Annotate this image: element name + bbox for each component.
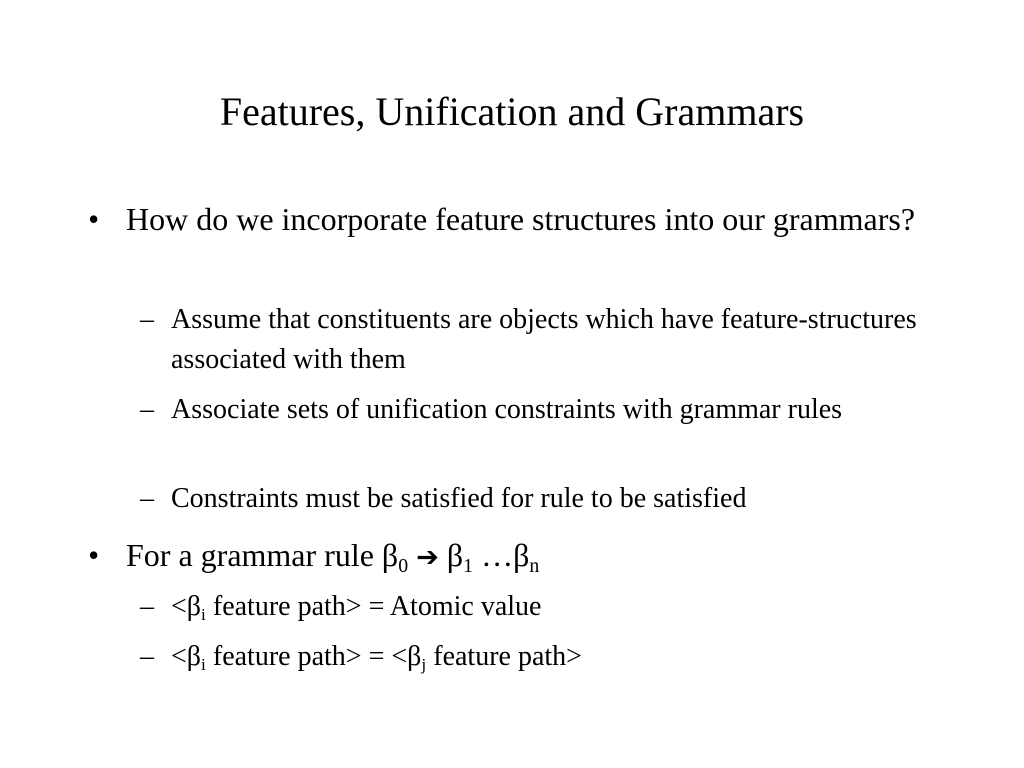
subscript-j: j — [421, 655, 427, 675]
dash-marker: – — [140, 641, 154, 672]
bullet-item-2 — [88, 532, 948, 581]
bullet-marker: • — [88, 201, 100, 237]
arrow-right-icon: ➔ — [416, 542, 439, 573]
beta-symbol: β — [186, 641, 202, 672]
bullet-item-1 — [88, 196, 948, 242]
sub-bullet-1-2 — [140, 390, 940, 430]
subscript-i: i — [201, 605, 206, 625]
dash-marker: – — [140, 483, 154, 514]
angle-open: < — [171, 591, 187, 622]
sub-bullet-text-1-1: Assume that constituents are objects which have feature-structures associated with them — [171, 304, 917, 375]
slide-title: Features, Unification and Grammars — [219, 89, 805, 134]
sub-bullet-1-1 — [140, 300, 940, 380]
constraint-rest: feature path> — [426, 641, 582, 672]
beta-symbol: β — [381, 537, 399, 573]
beta-symbol: β — [446, 537, 464, 573]
sub-bullet-text-1-2: Associate sets of unification constraints with grammar rules — [171, 394, 843, 425]
sub-bullet-2-1 — [140, 587, 940, 627]
ellipsis: … — [473, 537, 514, 573]
beta-symbol: β — [407, 641, 422, 672]
dash-marker: – — [140, 394, 154, 425]
sub-bullet-1-3 — [140, 479, 940, 519]
constraint-rest: feature path> = Atomic value — [205, 591, 542, 622]
bullet-text-1: How do we incorporate feature structures into our grammars? — [126, 201, 916, 237]
sub-bullet-2-2 — [140, 637, 940, 677]
constraint-middle: feature path> = < — [205, 641, 408, 672]
subscript-1: 1 — [463, 554, 474, 577]
bullet-text-2 — [126, 532, 948, 581]
dash-marker: – — [140, 304, 154, 335]
sub-bullet-text-2-1 — [171, 587, 940, 627]
dash-marker: – — [140, 591, 154, 622]
beta-symbol: β — [513, 537, 530, 573]
sub-bullet-text-1-3: Constraints must be satisfied for rule to be satisfied — [171, 483, 747, 514]
subscript-n: n — [529, 554, 540, 577]
angle-open: < — [171, 641, 187, 672]
sub-bullet-text-2-2 — [171, 637, 940, 677]
beta-symbol: β — [186, 591, 202, 622]
rule-prefix: For a grammar rule — [126, 537, 382, 573]
bullet-marker: • — [88, 537, 100, 573]
subscript-0: 0 — [398, 554, 409, 577]
subscript-i: i — [201, 655, 206, 675]
